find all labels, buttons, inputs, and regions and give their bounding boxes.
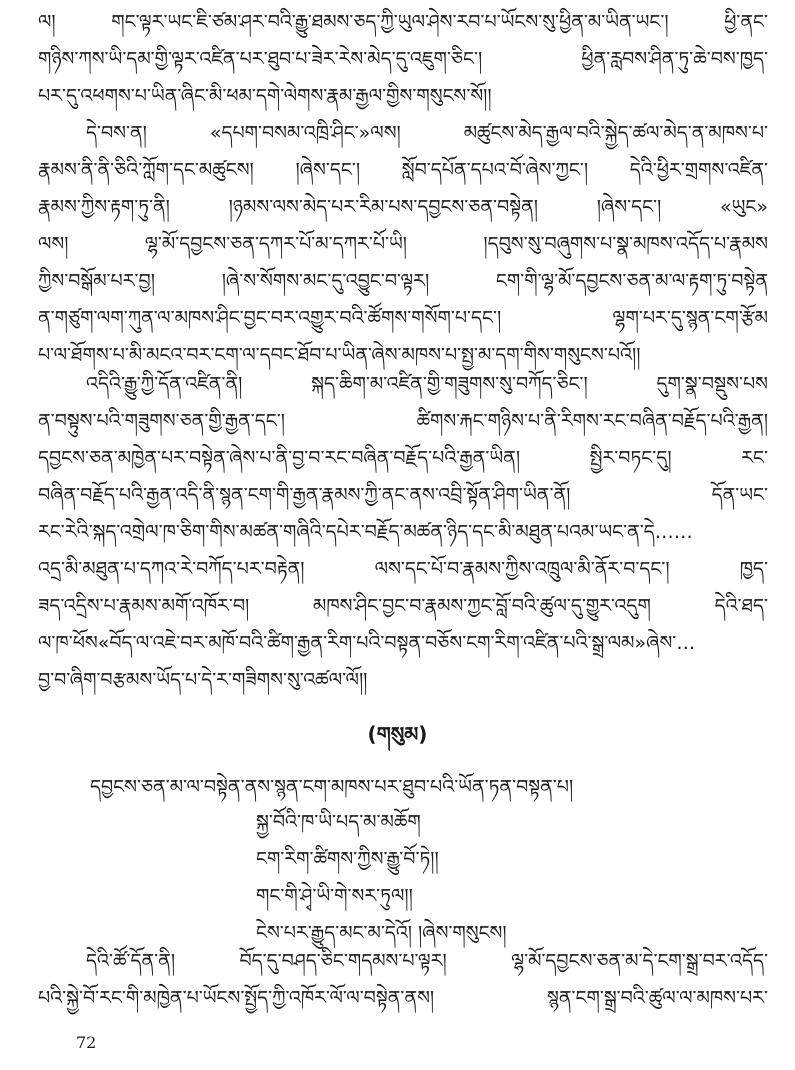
text-line: འདིའི་རྒྱུ་ཀྱི་དོན་འཛིན་ནི། སྐད་ཆིག་མ་འཛིན་གྱི་གཟུགས་སུ་བཀོད་ཅིང་། དུག་སྣ་བསྡུས་པས [86,373,768,395]
paragraph-3 [38,366,768,699]
text-line: ལ། གང་ལྟར་ཡང་ཇི་ཙམ་ཤར་བའི་རྒྱུ་ཐམས་ཅད་ཀྱི་ཡུལ་ཤེས་རབ་པ་ཡོངས་སུ་ཕྱིན་མ་ཡིན་ཡང་། ཕྱི་ནང་ [38,11,768,33]
text-line: བྱ་བ་ཞིག་བརྩམས་ཡོད་པ་དེ་ར་གཟིགས་སུ་འཚལ་ལོ།། [38,669,368,691]
text-line: དེ་བས་ན། «དཔག་བསམ་འཁྲི་ཤིང་»ལས། མཚུངས་མེད་རྒྱལ་བའི་སྐྱེད་ཚལ་མེད་ན་མཁས་པ་ [86,122,768,144]
verse-intro: དབྱངས་ཅན་མ་ལ་བསྟེན་ནས་སྙན་ངག་མཁས་པར་ཐུབ་པའི་ཡོན་ཏན་བསྟན་པ། [90,776,574,798]
text-line: གཉིས་ཀས་ཡི་དམ་གྱི་ལྟར་འཛིན་པར་ཐུབ་པ་ཟེར་རེས་མེད་དུ་འཇུག་ཅིང་། ཕྱིན་རླབས་ཤིན་ཏུ་ཆེ་བས་ཁྱད་ [38,48,768,70]
verse-line: ངེས་པར་རྒྱུད་མང་མ་དེའོ། །ཞེས་གསུངས། [256,922,507,944]
text-line: ལ་ཁ་ཕོས«བོད་ལ་འཇེ་བར་མཁོ་བའི་ཚིག་རྒྱན་རིག་པའི་བསྟན་བཅོས་ངག་རིག་འཛིན་པའི་སྒྲ་ལམ»ཞེས་… [38,632,696,654]
text-line: ཀྱིས་བསྒོམ་པར་བྱ། །ཞེ་ས་སོགས་མང་དུ་འབྱུང་བ་ལྟར། ངག་གི་ལྷ་མོ་དབྱངས་ཅན་མ་ལ་རྟག་ཏུ་བསྟེན [38,270,768,292]
verse-line: ངག་རིག་ཚིགས་ཀྱིས་རྒྱུ་བོ་ཏེ།། [256,848,439,870]
verse-line: གང་གི་ཤྭེ་ཡི་གེ་སར་ཏུལ།། [256,885,413,907]
paragraph-4 [38,943,768,1017]
text-line: དབྱངས་ཅན་མཁྱེན་པར་བསྟེན་ཞེས་པ་ནི་བྱ་བ་རང་བཞིན་བརྗོད་པའི་རྒྱན་ཡིན། སྤྱིར་བཏང་དུ། རང་ [38,447,768,469]
text-line: རྣམས་ཀྱིས་རྟག་ཏུ་ནི། །ཉམས་ལས་མེད་པར་རིམ་པས་དབྱངས་ཅན་བསྟེན། །ཞེས་དང་། «ཡུང» [38,196,768,218]
text-line: དེའི་ཚོ་དོན་ནི། བོད་དུ་བཤད་ཅིང་གདམས་པ་ལྟར། ལྷ་མོ་དབྱངས་ཅན་མ་དེ་ངག་སྒྲ་བར་འདོད་ [86,950,768,972]
section-heading: (གསུམ) [367,722,428,746]
paragraph-2 [38,115,768,374]
text-line: རྣམས་ནི་ནི་ཅིའི་ཀློག་དང་མཚུངས། །ཞེས་དང་། སློབ་དཔོན་དཔའ་བོ་ཞེས་ཀྱང་། དེའི་ཕྱིར་གྲགས་འཛིན་ [38,159,768,181]
verse-line: སྐྱ་བོའི་ཁ་ཡི་པད་མ་མཆོག [256,811,421,833]
text-line: ལས། ལྷ་མོ་དབྱངས་ཅན་དཀར་པོ་མ་དཀར་པོ་ཡི། །དབུས་སུ་བཞུགས་པ་སྣ་མཁས་འདོད་པ་རྣམས [38,233,768,255]
text-line: པ་ལ་ཐོགས་པ་མི་མངའ་བར་ངག་ལ་དབང་ཐོབ་པ་ཡིན་ཞེས་མཁས་པ་སྤྱ་མ་དག་གིས་གསུངས་པའོ།། [38,344,641,366]
page-number: 72 [76,1033,97,1052]
text-line: ན་བསྟུས་པའི་གཟུགས་ཅན་གྱི་རྒྱན་དང་། ཚིགས་རྐང་གཉིས་པ་ནི་རིགས་རང་བཞིན་བརྗོད་པའི་རྒྱན། [38,410,768,432]
text-line: པའི་སྐྱེ་བོ་རང་གི་མཁྱེན་པ་ཡོངས་སྤྱོད་ཀྱི་འཁོར་ལོ་ལ་བསྟེན་ནས། སྙན་ངག་སྒྲ་བའི་ཚུལ་ལ་མཁས་པར་ [38,987,768,1009]
text-line: རང་རེའི་སྐད་འགྲེལ་ཁ་ཅིག་གིས་མཚན་གཞིའི་དཔེར་བརྗོད་མཚན་ཉིད་དང་མི་མཐུན་པའམ་ཡང་ན་དེ…… [38,521,693,543]
text-line: འདྲ་མི་མཐུན་པ་དཀའ་རེ་བཀོད་པར་བརྟེན། ལས་དང་པོ་བ་རྣམས་ཀྱིས་འཁྲུལ་མི་ནོར་བ་དང་། ཁྱད་ [38,558,768,580]
paragraph-1 [38,4,768,115]
text-line: བཞིན་བརྗོད་པའི་རྒྱན་འདི་ནི་སྙན་ངག་གི་རྒྱན་རྣམས་ཀྱི་ནང་ནས་འབྲི་སྟོན་ཤིག་ཡིན་ནོ། དོན་ཡང་ [38,484,768,506]
text-line: ན་གཙུག་ལག་ཀུན་ལ་མཁས་ཤིང་བྱང་བར་འགྱུར་བའི་ཚོགས་གསོག་པ་དང་། ལྷག་པར་དུ་སྙན་ངག་རྩོམ [38,307,768,329]
text-line: པར་དུ་འཕགས་པ་ཡིན་ཞིང་མི་ཕམ་དགེ་ལེགས་རྣམ་རྒྱལ་གྱིས་གསུངས་སོ།། [38,85,492,107]
text-line: ཟད་འདྲིས་པ་རྣམས་མགོ་འཁོར་བ། མཁས་ཤིང་བྱང་བ་རྣམས་ཀྱང་བློ་བའི་ཚུལ་དུ་གྱུར་འདུག དེའི་ཐད་ [38,595,768,617]
